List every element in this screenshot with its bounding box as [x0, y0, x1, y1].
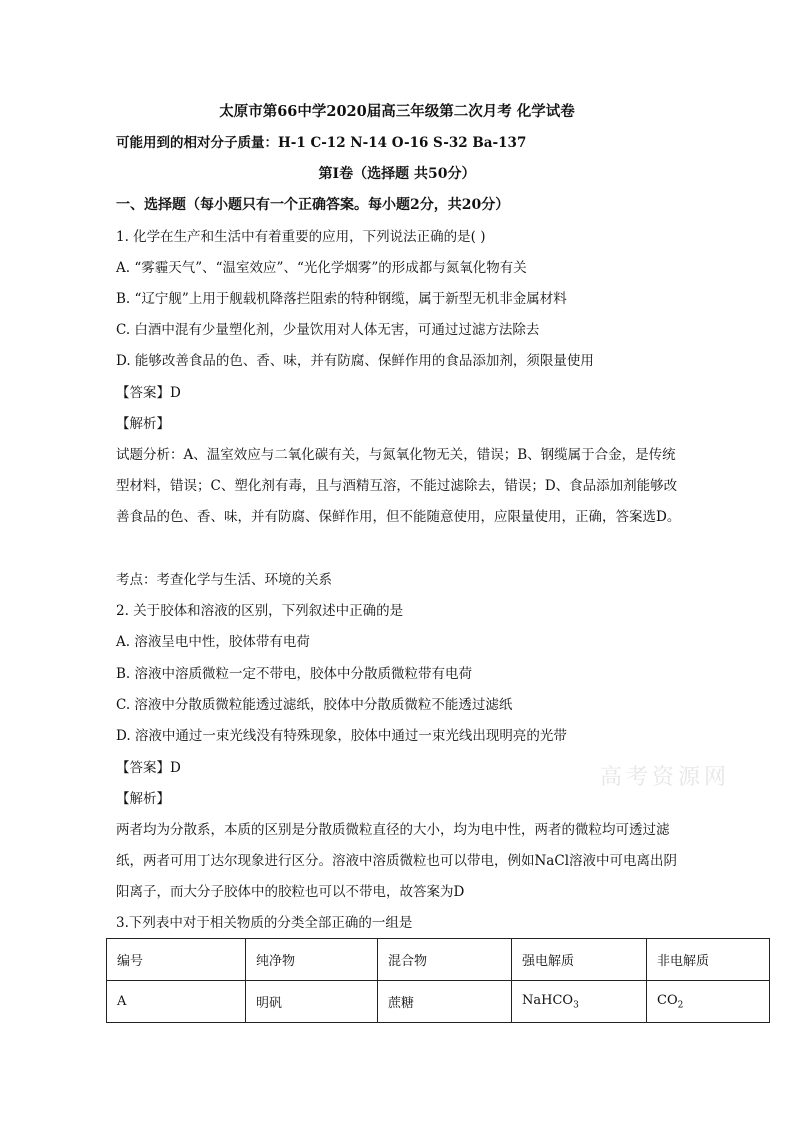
- watermark: 高考资源网: [600, 765, 731, 790]
- classification-table: [106, 938, 770, 1023]
- atomic-masses: 可能用到的相对分子质量：H-1 C-12 N-14 O-16 S-32 Ba-137: [116, 135, 527, 151]
- table-cell-mixture: 蔗糖: [378, 981, 512, 1023]
- q2-analysis-label: 【解析】: [116, 791, 170, 807]
- table-cell-strong-electrolyte: [512, 981, 647, 1023]
- q1-analysis-label: 【解析】: [116, 416, 170, 432]
- q1-option-c: C. 白酒中混有少量塑化剂，少量饮用对人体无害，可通过过滤方法除去: [116, 322, 540, 338]
- table-cell-id: A: [107, 981, 246, 1023]
- formula-main: NaHCO: [522, 992, 574, 1008]
- q2-answer: 【答案】D: [116, 760, 181, 776]
- q2-option-a: A. 溶液呈电中性，胶体带有电荷: [116, 634, 310, 650]
- section-heading: 一、选择题（每小题只有一个正确答案。每小题2分，共20分）: [116, 197, 510, 213]
- q1-analysis: 试题分析：A、温室效应与二氧化碳有关，与氮氧化物无关，错误；B、钢缆属于合金，是传统型材料，错误；C、塑化剂有毒，且与酒精互溶，不能过滤除去，错误；D、食品添加剂能够改善食品的色、香、味，并有防腐、保鲜作用，但不能随意使用，应限量使用，正确，答案选D。: [116, 447, 681, 525]
- table-header-cell: 非电解质: [647, 939, 770, 981]
- q1-kaodian: 考点：考查化学与生活、环境的关系: [116, 572, 332, 588]
- table-header-row: [107, 939, 770, 981]
- table-header-cell: 混合物: [378, 939, 512, 981]
- q2-option-c: C. 溶液中分散质微粒能透过滤纸，胶体中分散质微粒不能透过滤纸: [116, 697, 513, 713]
- q2-option-d: D. 溶液中通过一束光线没有特殊现象，胶体中通过一束光线出现明亮的光带: [116, 728, 567, 744]
- q2-option-b: B. 溶液中溶质微粒一定不带电，胶体中分散质微粒带有电荷: [116, 666, 473, 682]
- q1-answer: 【答案】D: [116, 385, 181, 401]
- formula-subscript: 3: [573, 1000, 579, 1011]
- q3-stem: 3.下列表中对于相关物质的分类全部正确的一组是: [116, 915, 413, 931]
- table-cell-pure: 明矾: [246, 981, 378, 1023]
- q1-option-a: A. “雾霾天气”、“温室效应”、“光化学烟雾”的形成都与氮氧化物有关: [116, 260, 527, 276]
- exam-title: 太原市第66中学2020届高三年级第二次月考 化学试卷: [219, 103, 575, 120]
- table-header-cell: 编号: [107, 939, 246, 981]
- q1-stem: 1. 化学在生产和生活中有着重要的应用，下列说法正确的是( ): [116, 229, 486, 245]
- formula-main: CO: [657, 992, 678, 1008]
- table-row: [107, 981, 770, 1023]
- q1-option-b: B. “辽宁舰”上用于舰载机降落拦阻索的特种钢缆，属于新型无机非金属材料: [116, 291, 567, 307]
- formula-subscript: 2: [677, 1000, 684, 1011]
- table-header-cell: 纯净物: [246, 939, 378, 981]
- table-cell-non-electrolyte: [647, 981, 770, 1023]
- volume-heading: 第Ⅰ卷（选择题 共50分）: [318, 166, 476, 182]
- q1-option-d: D. 能够改善食品的色、香、味，并有防腐、保鲜作用的食品添加剂，须限量使用: [116, 353, 594, 369]
- q2-stem: 2. 关于胶体和溶液的区别，下列叙述中正确的是: [116, 603, 404, 619]
- table-header-cell: 强电解质: [512, 939, 647, 981]
- q2-analysis: 两者均为分散系，本质的区别是分散质微粒直径的大小，均为电中性，两者的微粒均可透过滤纸，两者可用丁达尔现象进行区分。溶液中溶质微粒也可以带电，例如NaCl溶液中可电离出阴阳离子，而大分子胶体中的胶粒也可以不带电，故答案为D: [116, 822, 678, 900]
